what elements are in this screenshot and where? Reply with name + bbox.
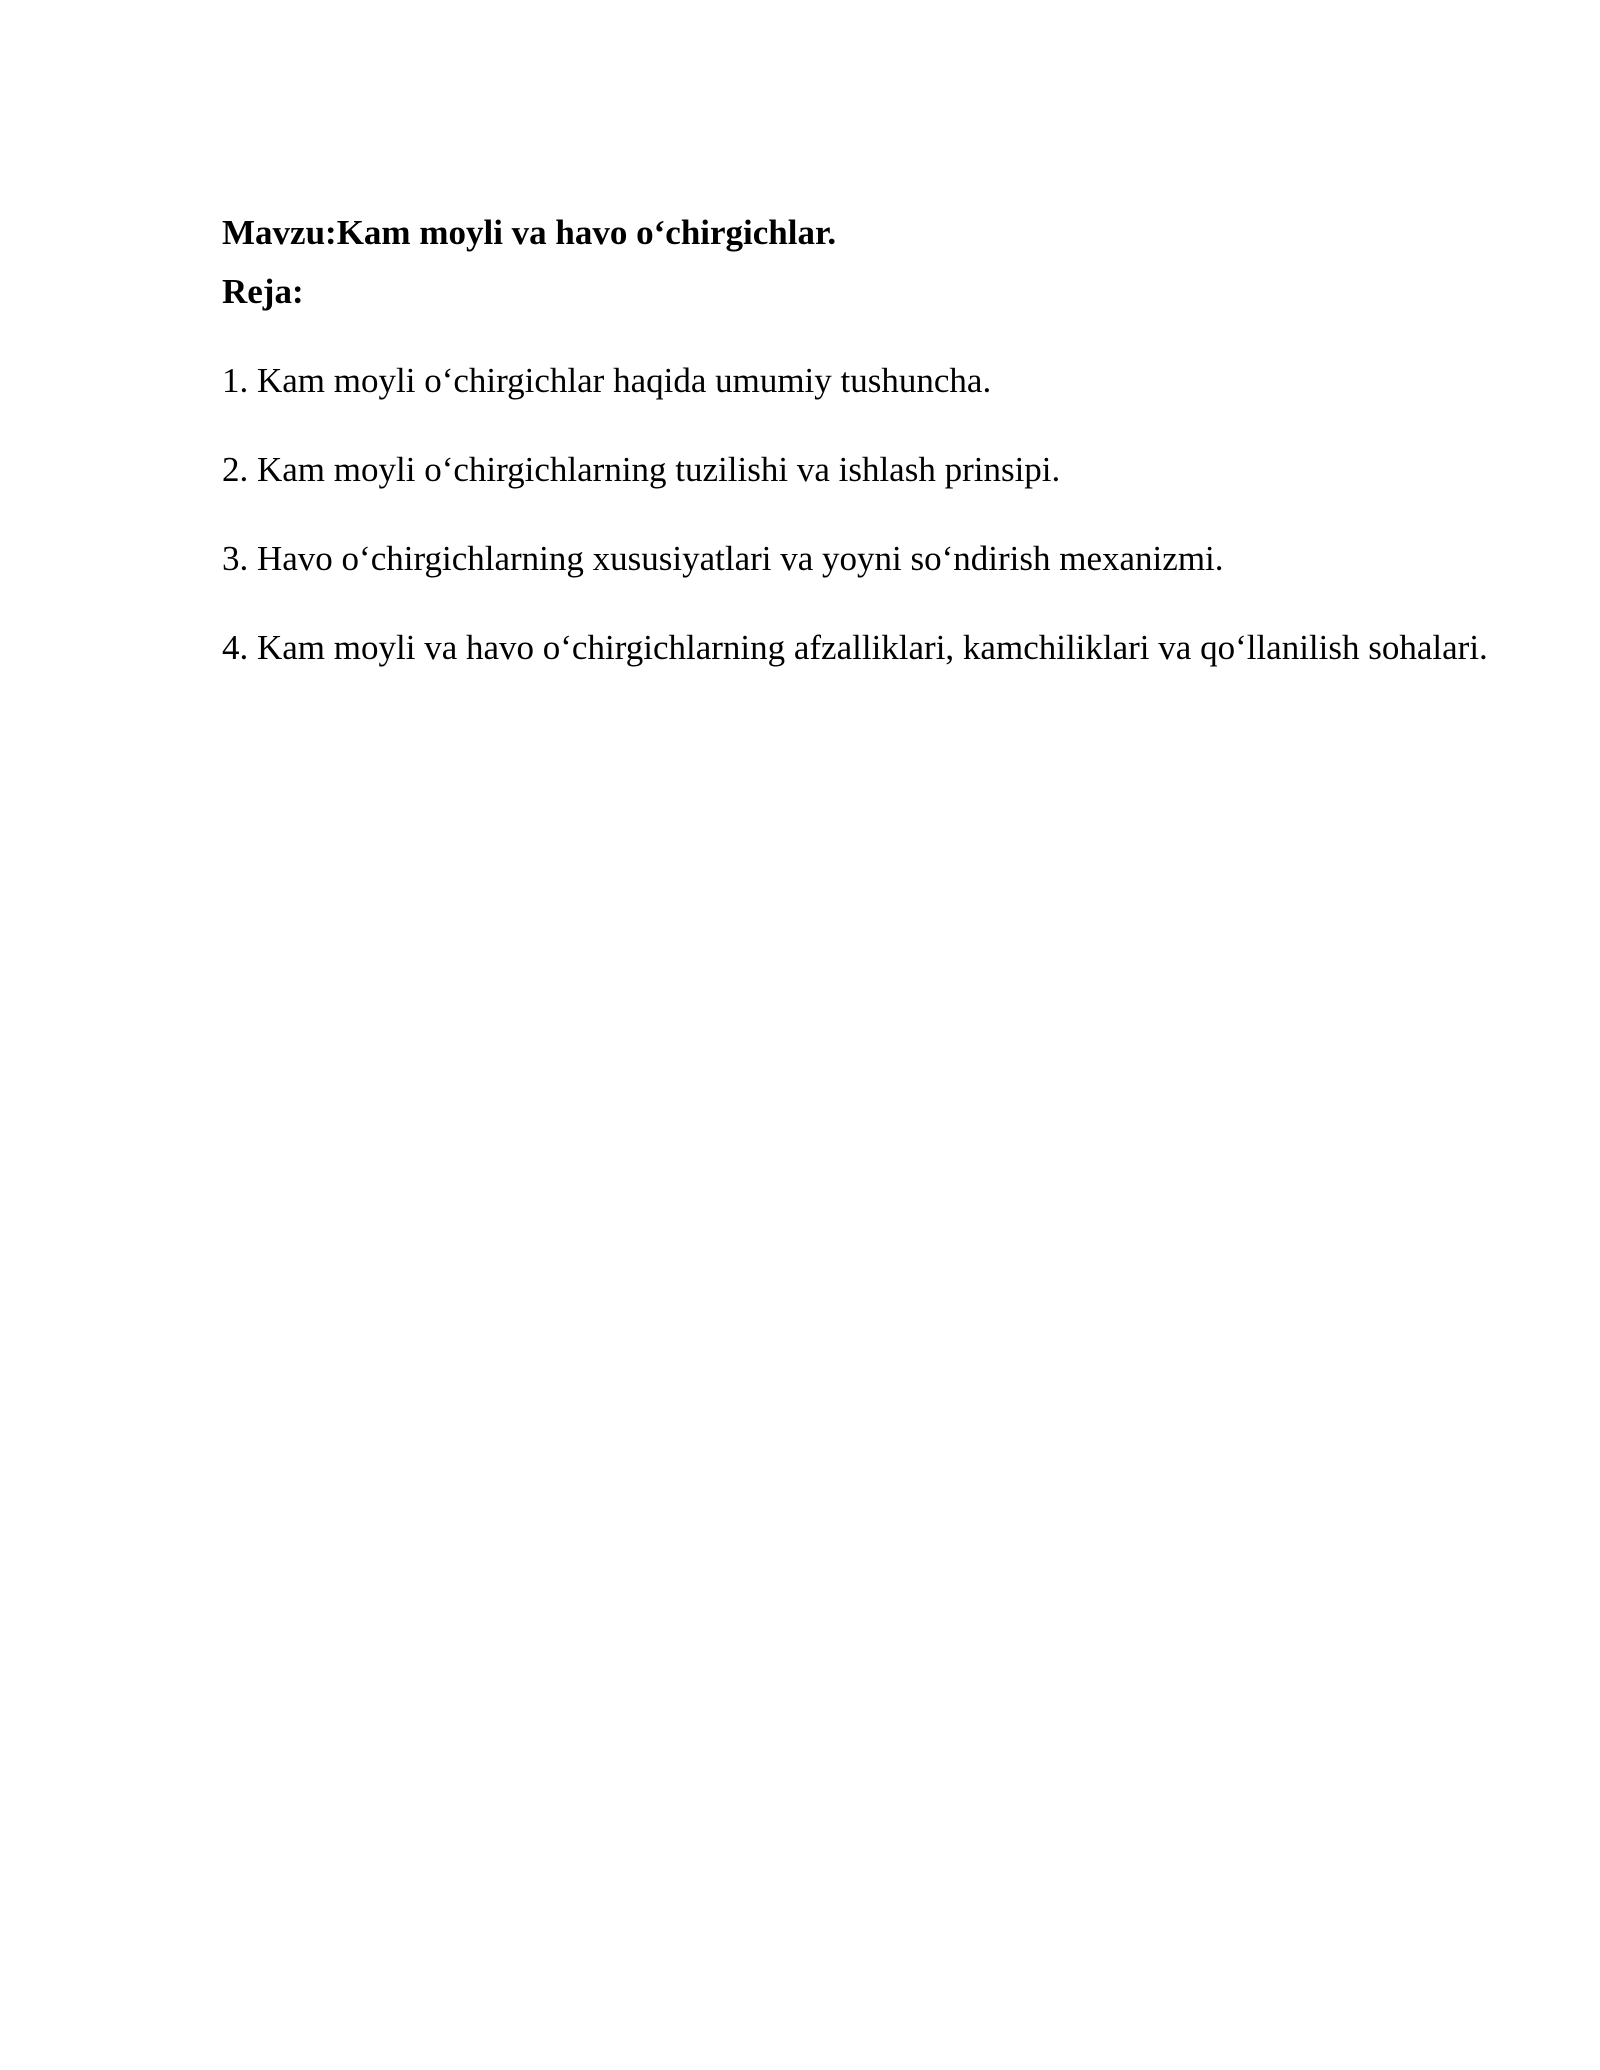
plan-item-1: 1. Kam moyli o‘chirgichlar haqida umumiy tushuncha. [222, 361, 992, 400]
plan-item-2: 2. Kam moyli o‘chirgichlarning tuzilishi va ishlash prinsipi. [222, 450, 1061, 489]
document-content [222, 206, 1490, 705]
plan-item-3: 3. Havo o‘chirgichlarning xususiyatlari va yoyni so‘ndirish mexanizmi. [222, 539, 1224, 578]
plan-list [222, 349, 1490, 680]
document-title: Mavzu:Kam moyli va havo o‘chirgichlar. [222, 213, 837, 252]
plan-heading: Reja: [222, 272, 304, 311]
plan-item-4: 4. Kam moyli va havo o‘chirgichlarning afzalliklari, kamchiliklari va qo‘llanilish sohalari. [222, 628, 1488, 667]
